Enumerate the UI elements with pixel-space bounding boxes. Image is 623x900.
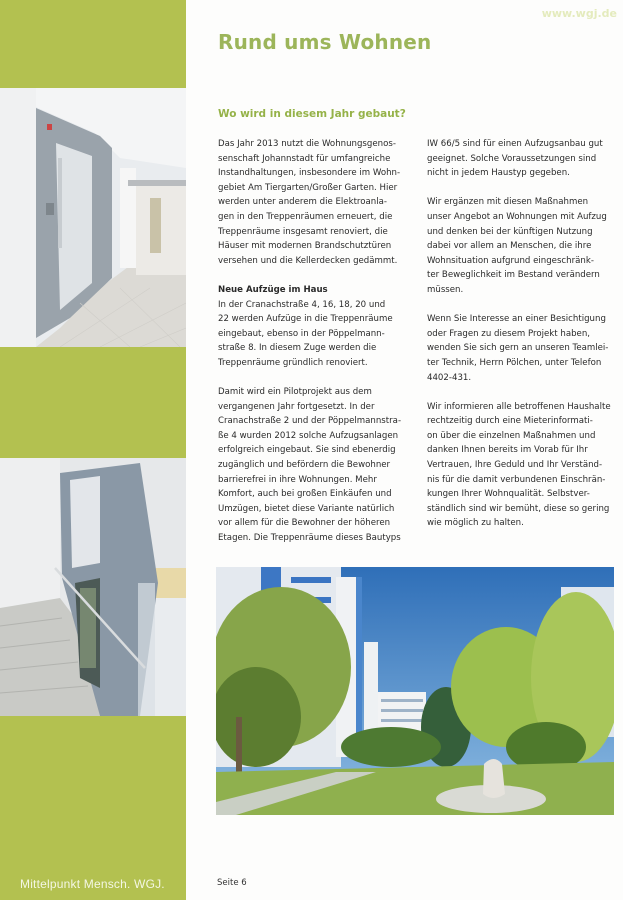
elevator-photo [0, 88, 186, 347]
paragraph: IW 66/5 sind für einen Aufzugsanbau gut geeignet. Solche Voraussetzungen sind nicht in jedem Haustyp gegeben. [427, 139, 603, 179]
garden-buildings-photo [216, 567, 614, 815]
stair-elevator-photo [0, 458, 186, 716]
paragraph: Wenn Sie Interesse an einer Besichtigung oder Fragen zu diesem Projekt haben, wenden Sie sich gern an unseren Teamlei- ter Technik, Herrn Pölchen, unter Telefon 4402-431. [427, 314, 609, 383]
paragraph: Das Jahr 2013 nutzt die Wohnungsgenos- senschaft Johannstadt für umfangreiche Instandhaltungen, insbesondere im Wohn- gebiet Am Tiergarten/Großer Garten. Hier werden unter anderem die Elektroanla- gen in den Treppenräumen erneuert, die Treppenräume insgesamt renoviert, die Häuser mit modernen Brandschutztüren versehen und die Kellerdecken gedämmt. [218, 139, 401, 266]
article-column-right [427, 137, 623, 531]
paragraph: Wir ergänzen mit diesen Maßnahmen unser Angebot an Wohnungen mit Aufzug und denken bei der künftigen Nutzung dabei vor allem an Menschen, die ihre Wohnsituation aufgrund eingeschränk- ter Beweglichkeit im Bestand verändern müssen. [427, 197, 607, 295]
website-url: www.wgj.de [541, 7, 617, 20]
page-number: Seite 6 [217, 878, 247, 888]
section-heading: Wo wird in diesem Jahr gebaut? [218, 108, 406, 120]
subheading: Neue Aufzüge im Haus [218, 284, 328, 295]
page-title: Rund ums Wohnen [218, 30, 432, 54]
paragraph: Wir informieren alle betroffenen Haushalte rechtzeitig durch eine Mieterinformati- on über die einzelnen Maßnahmen und danken Ihnen bereits im Vorab für Ihr Vertrauen, Ihre Geduld und Ihr Verständ- nis für die damit verbundenen Einschrän- kungen Ihrer Wohnqualität. Selbstver- ständlich sind wir bemüht, diese so gering wie möglich zu halten. [427, 401, 611, 529]
paragraph: Damit wird ein Pilotprojekt aus dem vergangenen Jahr fortgesetzt. In der Cranachstraße 2 und der Pöppelmannstra- ße 4 wurden 2012 solche Aufzugsanlagen erfolgreich eingebaut. Sie sind ebenerdig zugänglich und befördern die Bewohner barrierefrei in ihre Wohnungen. Mehr Komfort, auch bei großen Einkäufen und Umzügen, bietet diese Variante natürlich vor allem für die Bewohner der höheren Etagen. Die Treppenräume dieses Bautyps [218, 387, 402, 544]
article-column-left [218, 137, 414, 546]
slogan: Mittelpunkt Mensch. WGJ. [20, 877, 165, 891]
paragraph: In der Cranachstraße 4, 16, 18, 20 und 22 werden Aufzüge in die Treppenräume eingebaut, ebenso in der Pöppelmann- straße 8. In diesem Zuge werden die Treppenräume gründlich renoviert. [218, 299, 393, 368]
